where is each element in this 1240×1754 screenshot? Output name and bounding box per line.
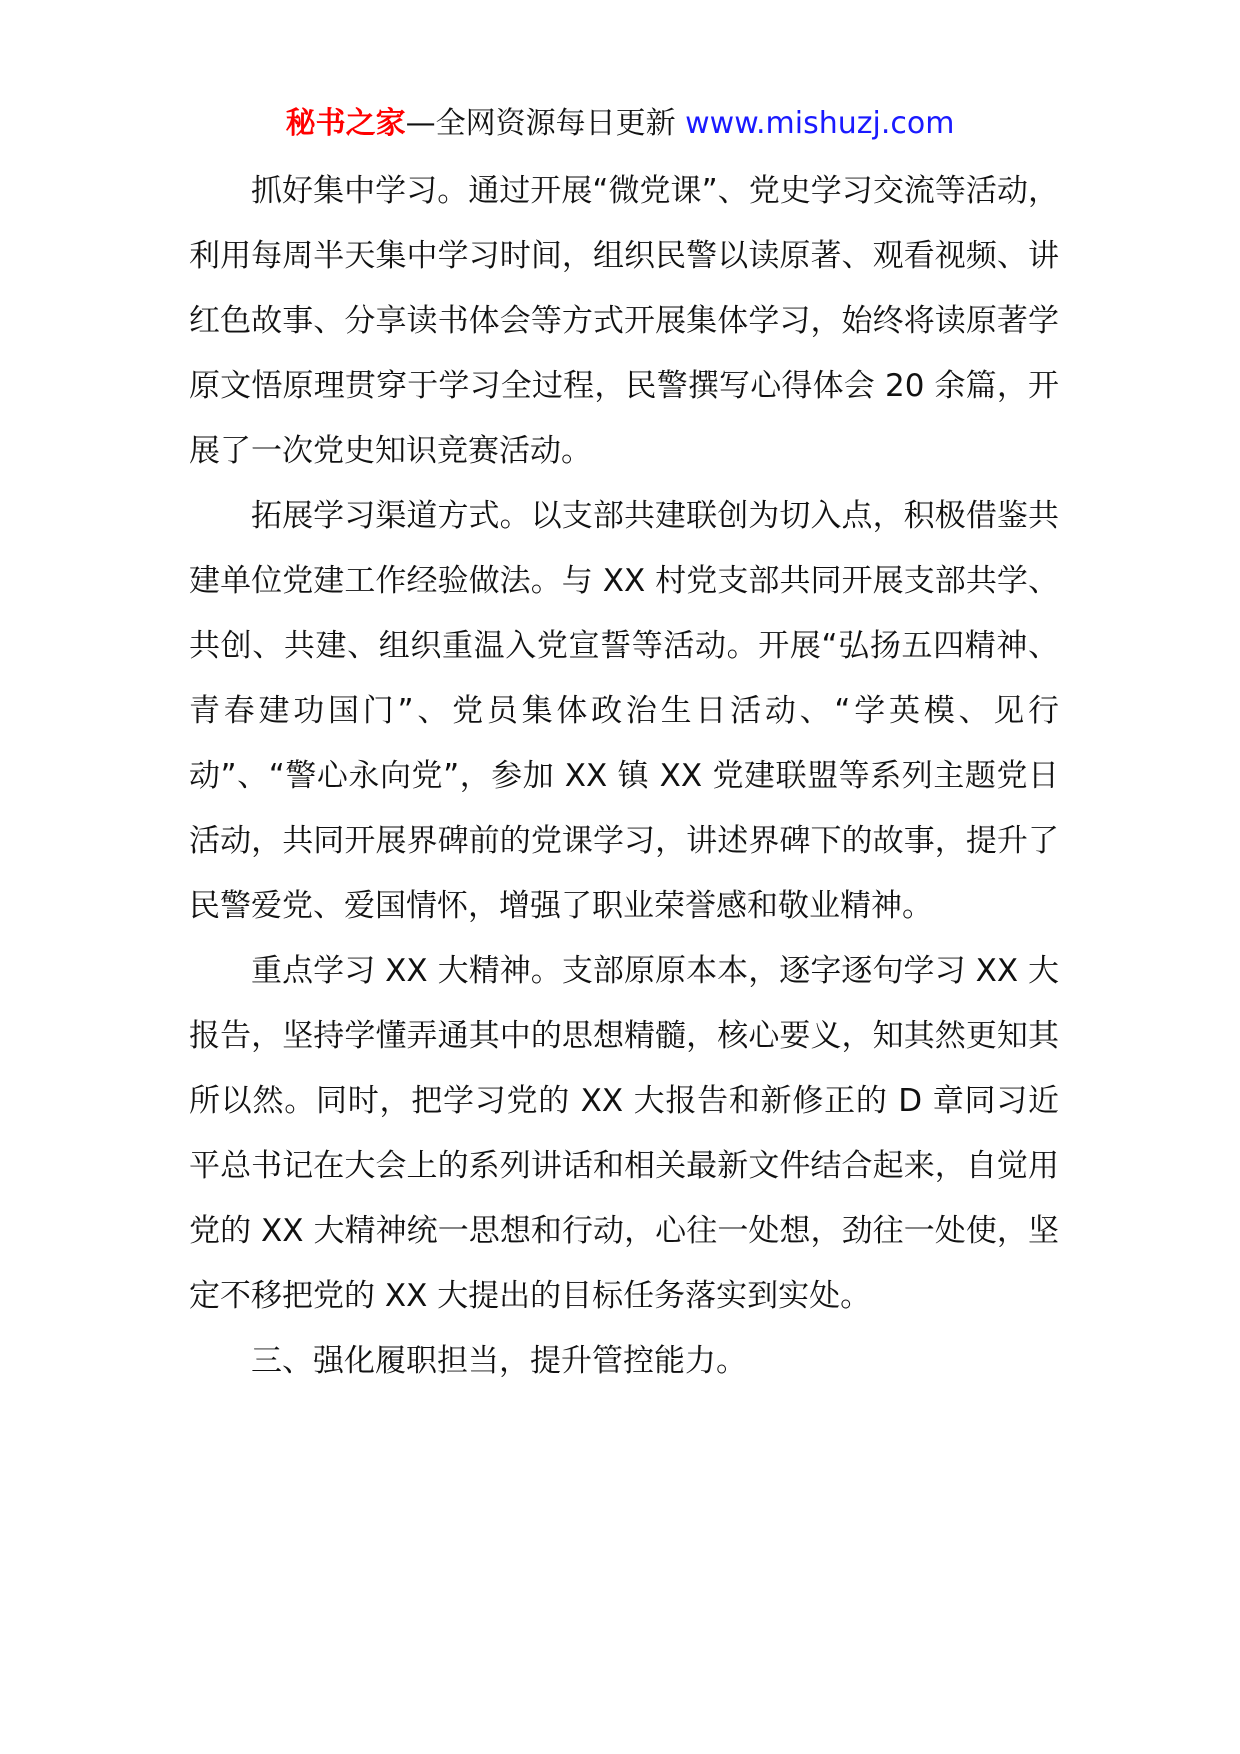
section-heading: 三、强化履职担当，提升管控能力。 [251,1343,747,1379]
paragraph-key-study-congress: 重点学习 XX 大精神。支部原原本本，逐字逐句学习 XX 大报告，坚持学懂弄通其中的思想精髓，核心要义，知其然更知其所以然。同时，把学习党的 XX 大报告和新修正的 D 章同习近平总书记在大会上的系列讲话和相关最新文件结合起来，自觉用党的 XX 大精神统一思想和行动，心往一处想，劲往一处使，坚定不移把党的 XX 大提出的目标任务落实到实处。 [189,953,1059,1314]
site-header [0,104,1240,144]
document-body [189,159,1059,1394]
site-url[interactable]: www.mishuzj.com [685,106,955,141]
site-brand: 秘书之家 [285,106,406,141]
site-tagline: —全网资源每日更新 [405,106,676,141]
paragraph-centralized-study: 抓好集中学习。通过开展“微党课”、党史学习交流等活动，利用每周半天集中学习时间，组织民警以读原著、观看视频、讲红色故事、分享读书体会等方式开展集体学习，始终将读原著学原文悟原理贯穿于学习全过程，民警撰写心得体会 20 余篇，开展了一次党史知识竞赛活动。 [189,173,1059,469]
paragraph-expand-learning-channels: 拓展学习渠道方式。以支部共建联创为切入点，积极借鉴共建单位党建工作经验做法。与 XX 村党支部共同开展支部共学、共创、共建、组织重温入党宣誓等活动。开展“弘扬五四精神、青春建功国门”、党员集体政治生日活动、“学英模、见行动”、“警心永向党”，参加 XX 镇 XX 党建联盟等系列主题党日活动，共同开展界碑前的党课学习，讲述界碑下的故事，提升了民警爱党、爱国情怀，增强了职业荣誉感和敬业精神。 [189,498,1059,924]
